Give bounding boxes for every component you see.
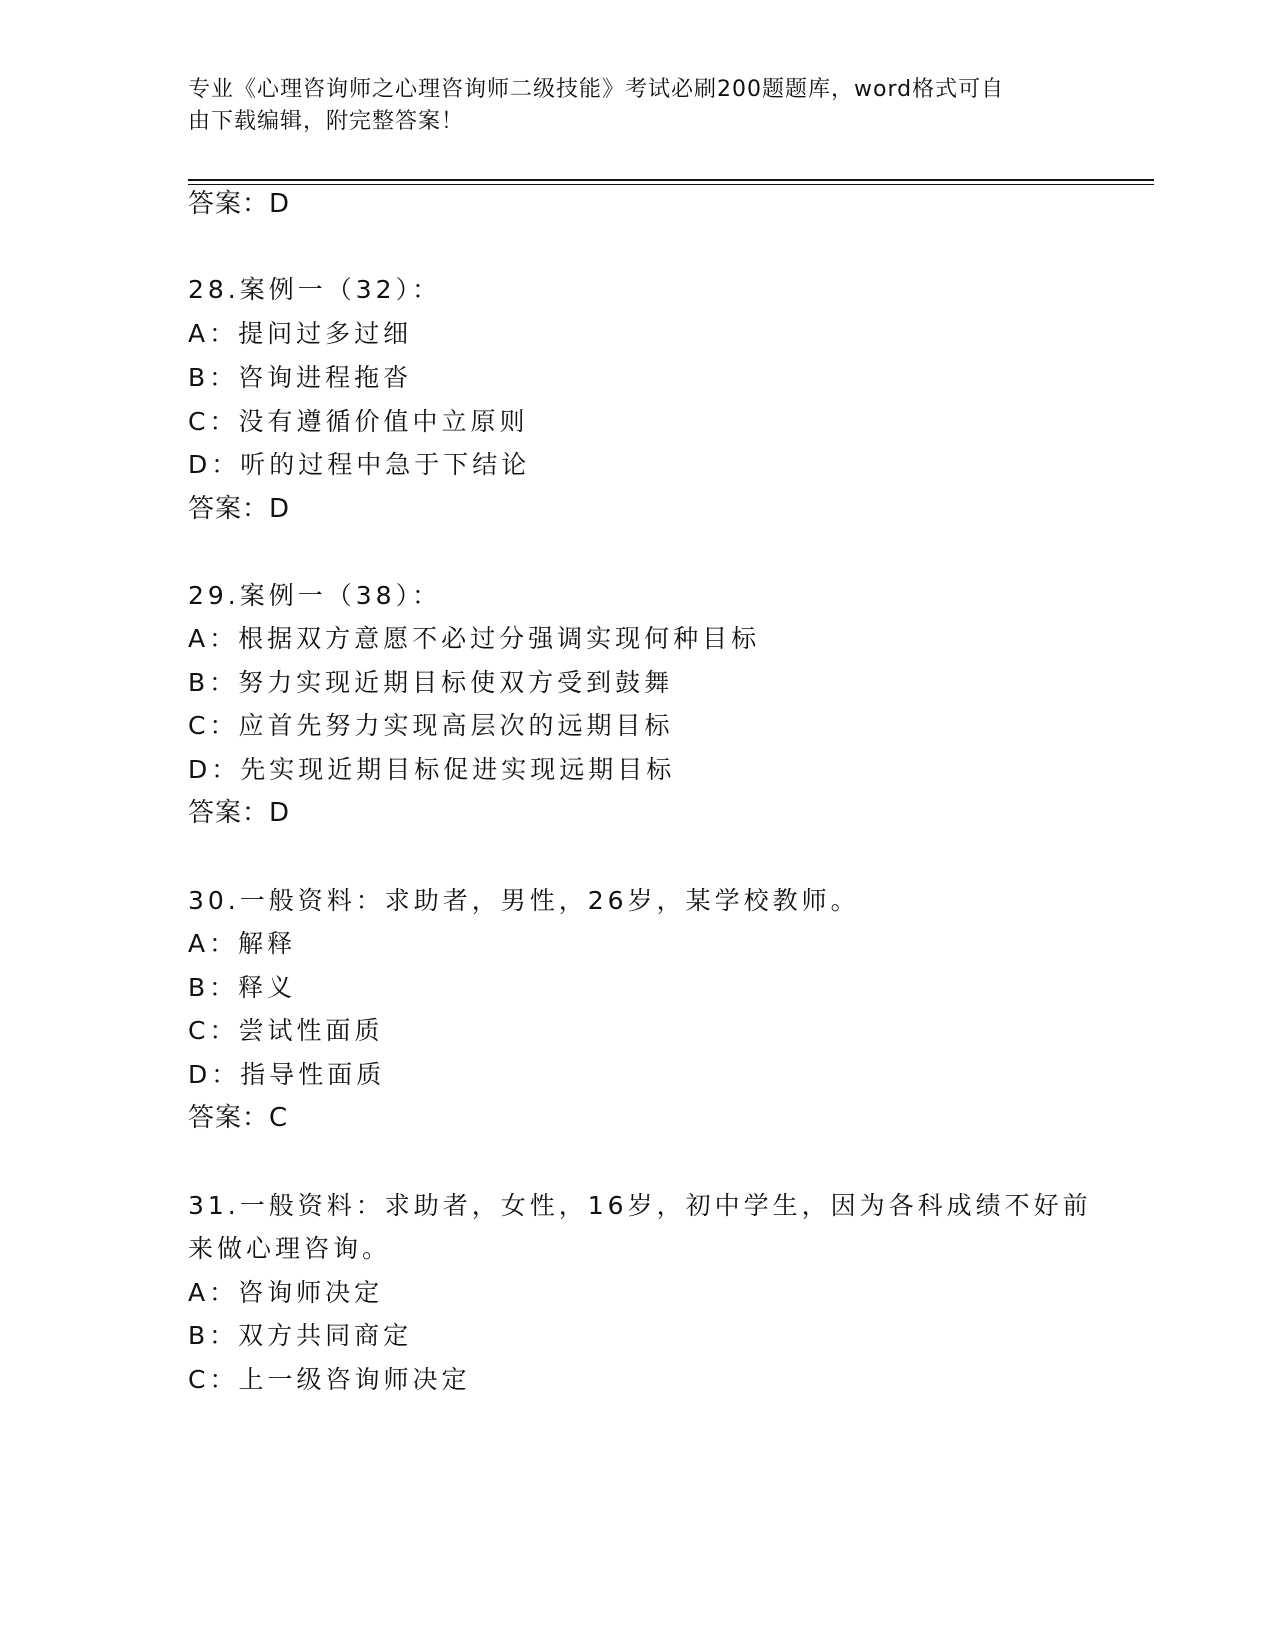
question-stem: 30.一般资料：求助者，男性，26岁，某学校教师。 — [188, 886, 860, 915]
header-rule-thin — [188, 184, 1154, 185]
question-stem: 31.一般资料：求助者，女性，16岁，初中学生，因为各科成绩不好前 — [188, 1191, 1092, 1220]
header-line-1: 专业《心理咨询师之心理咨询师二级技能》考试必刷200题题库，word格式可自 — [188, 77, 1005, 102]
option-b: B：努力实现近期目标使双方受到鼓舞 — [188, 668, 674, 697]
option-a: A：咨询师决定 — [188, 1278, 384, 1307]
option-b: B：咨询进程拖沓 — [188, 363, 413, 392]
option-b: B：双方共同商定 — [188, 1321, 413, 1350]
answer-label: 答案：D — [188, 189, 291, 219]
document-header — [188, 74, 1088, 138]
question-stem: 28.案例一（32）： — [188, 275, 442, 304]
answer-label: 答案：D — [188, 494, 291, 524]
answer-label: 答案：C — [188, 1103, 289, 1133]
question-stem: 29.案例一（38）： — [188, 581, 442, 610]
header-line-2: 由下载编辑，附完整答案！ — [188, 109, 465, 134]
option-a: A：解释 — [188, 929, 297, 958]
option-d: D：指导性面质 — [188, 1060, 386, 1089]
question-stem-continued: 来做心理咨询。 — [188, 1234, 392, 1263]
option-c: C：应首先努力实现高层次的远期目标 — [188, 711, 674, 740]
option-a: A：提问过多过细 — [188, 319, 413, 348]
option-c: C：没有遵循价值中立原则 — [188, 407, 529, 436]
option-c: C：尝试性面质 — [188, 1016, 384, 1045]
option-b: B：释义 — [188, 973, 297, 1002]
option-a: A：根据双方意愿不必过分强调实现何种目标 — [188, 624, 761, 653]
answer-label: 答案：D — [188, 798, 291, 828]
option-d: D：先实现近期目标促进实现远期目标 — [188, 755, 676, 784]
option-d: D：听的过程中急于下结论 — [188, 450, 531, 479]
header-rule-thick — [188, 179, 1154, 181]
option-c: C：上一级咨询师决定 — [188, 1365, 471, 1394]
